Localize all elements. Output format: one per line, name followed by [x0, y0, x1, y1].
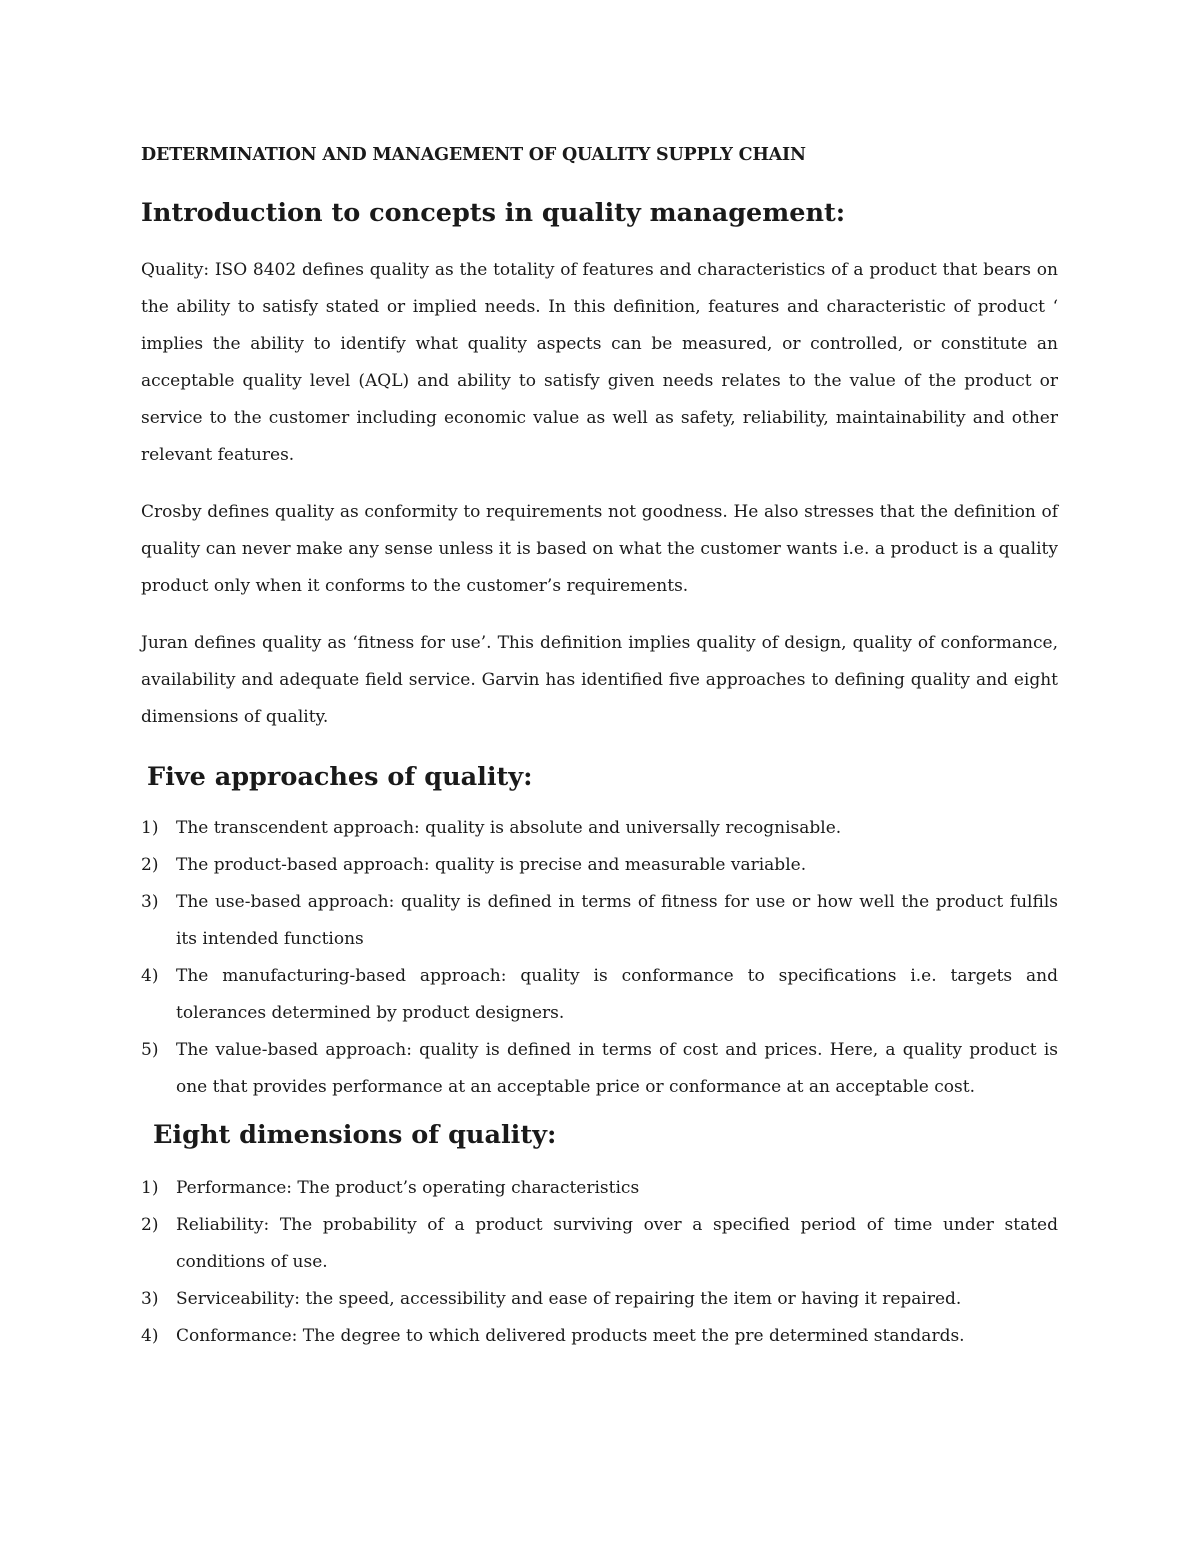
- list-item: [141, 810, 1058, 847]
- list-text: Reliability: The probability of a product surviving over a specified period of time under stated conditions of use.: [176, 1215, 1058, 1272]
- list-item: [141, 1281, 1058, 1318]
- list-number: 3): [141, 892, 159, 912]
- list-number: 4): [141, 1326, 159, 1346]
- list-text: The value-based approach: quality is defined in terms of cost and prices. Here, a quality product is one that provides performance at an acceptable price or conformance at an acceptable cost.: [176, 1040, 1058, 1097]
- paragraph-crosby-definition: Crosby defines quality as conformity to requirements not goodness. He also stresses that the definition of quality can never make any sense unless it is based on what the customer wants i.e. a product is a quality product only when it conforms to the customer’s requirements.: [141, 502, 1058, 596]
- paragraph-iso-definition: Quality: ISO 8402 defines quality as the totality of features and characteristics of a product that bears on the ability to satisfy stated or implied needs. In this definition, features and characteristic of product ‘ implies the ability to identify what quality aspects can be measured, or controlled, or constitute an acceptable quality level (AQL) and ability to satisfy given needs relates to the value of the product or service to the customer including economic value as well as safety, reliability, maintainability and other relevant features.: [141, 260, 1058, 465]
- list-item: [141, 1170, 1058, 1207]
- list-text: Performance: The product’s operating characteristics: [176, 1178, 640, 1198]
- dimensions-heading: Eight dimensions of quality:: [153, 1120, 557, 1150]
- document-title: DETERMINATION AND MANAGEMENT OF QUALITY SUPPLY CHAIN: [141, 145, 806, 165]
- list-text: Serviceability: the speed, accessibility and ease of repairing the item or having it repaired.: [176, 1289, 962, 1309]
- list-text: The product-based approach: quality is precise and measurable variable.: [176, 855, 807, 875]
- list-item: [141, 884, 1058, 958]
- list-item: [141, 958, 1058, 1032]
- list-number: 3): [141, 1289, 159, 1309]
- list-number: 4): [141, 966, 159, 986]
- list-item: [141, 1032, 1058, 1106]
- list-number: 1): [141, 1178, 159, 1198]
- approaches-heading: Five approaches of quality:: [147, 762, 533, 792]
- list-text: The manufacturing-based approach: quality is conformance to specifications i.e. targets and tolerances determined by product designers.: [176, 966, 1058, 1023]
- list-item: [141, 1207, 1058, 1281]
- approaches-list: [141, 810, 1058, 1106]
- list-text: The use-based approach: quality is defined in terms of fitness for use or how well the product fulfils its intended functions: [176, 892, 1058, 949]
- list-number: 5): [141, 1040, 159, 1060]
- paragraph-juran-definition: Juran defines quality as ‘fitness for use’. This definition implies quality of design, quality of conformance, availability and adequate field service. Garvin has identified five approaches to defining quality and eight dimensions of quality.: [141, 633, 1058, 727]
- intro-heading: Introduction to concepts in quality management:: [141, 198, 846, 228]
- document-page: [141, 140, 1058, 1355]
- list-item: [141, 1318, 1058, 1355]
- dimensions-list: [141, 1170, 1058, 1355]
- list-number: 1): [141, 818, 159, 838]
- list-number: 2): [141, 1215, 159, 1235]
- list-text: The transcendent approach: quality is absolute and universally recognisable.: [176, 818, 842, 838]
- list-item: [141, 847, 1058, 884]
- list-number: 2): [141, 855, 159, 875]
- list-text: Conformance: The degree to which delivered products meet the pre determined standards.: [176, 1326, 965, 1346]
